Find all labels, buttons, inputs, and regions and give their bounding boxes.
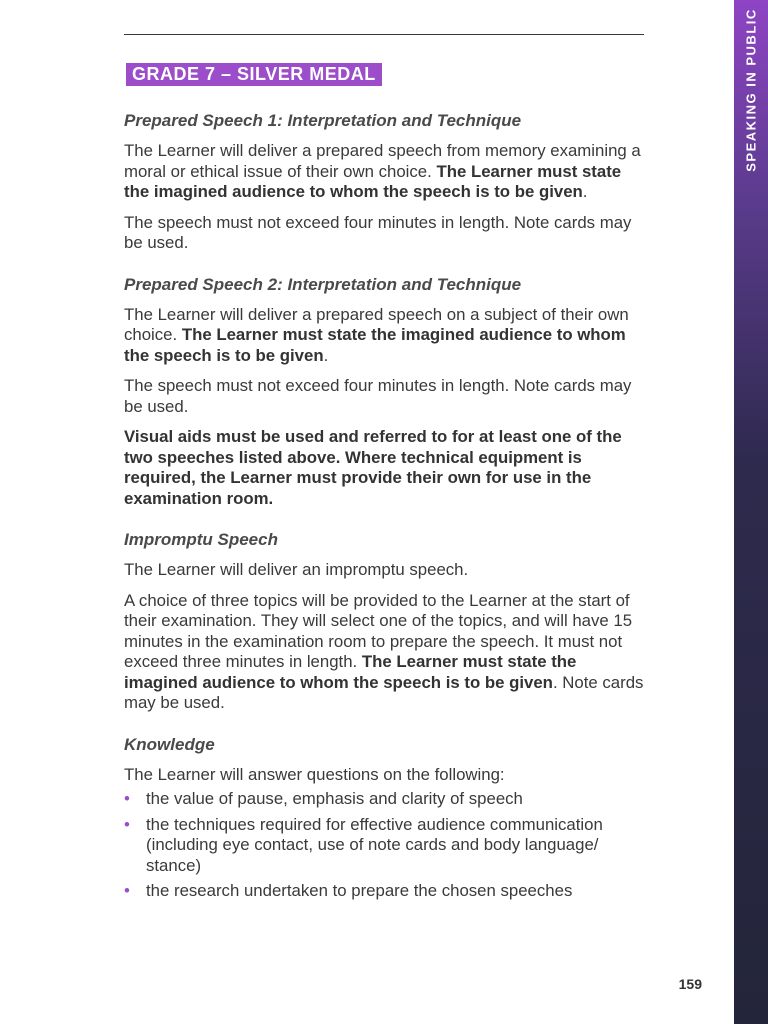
paragraph-text-end: . (582, 182, 588, 201)
paragraph-bold-text: The Learner must state the imagined audience to whom the speech is to be given (124, 325, 626, 365)
paragraph (124, 141, 646, 203)
content-area (124, 110, 646, 907)
section-heading: Prepared Speech 2: Interpretation and Technique (124, 274, 522, 294)
knowledge-list (124, 789, 646, 902)
paragraph-text-end: . (323, 345, 329, 365)
list-item-text: the research undertaken to prepare the chosen speeches (146, 881, 573, 900)
list-item-text: the techniques required for effective audience communication (including eye contact, use of note cards and body language/ stance) (146, 814, 603, 875)
page-number: 159 (678, 976, 702, 992)
list-item-text: the value of pause, emphasis and clarity of speech (146, 789, 523, 808)
paragraph-bold-text: The Learner must state the imagined audience to whom the speech is to be given (124, 161, 622, 201)
paragraph: The Learner will deliver an impromptu speech. (124, 560, 469, 579)
paragraph-text: The Learner will deliver a prepared speech from memory examining a moral or ethical issue of their own choice. (124, 141, 641, 181)
bullet-icon: • (124, 881, 130, 900)
section-knowledge (124, 734, 646, 902)
visual-aids-note (124, 427, 646, 509)
side-tab-label: SPEAKING IN PUBLIC (743, 8, 759, 172)
bullet-icon: • (124, 814, 130, 834)
paragraph: The speech must not exceed four minutes in length. Note cards may be used. (124, 212, 632, 252)
paragraph: The speech must not exceed four minutes in length. Note cards may be used. (124, 376, 632, 416)
paragraph-bold-text: Visual aids must be used and referred to for at least one of the two speeches listed above. Where technical equipment is required, the Learner must provide their own for use in the examination room. (124, 427, 622, 508)
paragraph (124, 305, 646, 367)
grade-title: GRADE 7 – SILVER MEDAL (126, 63, 382, 86)
list-item (124, 881, 646, 902)
paragraph-text: The Learner will deliver a prepared speech on a subject of their own choice. (124, 304, 629, 344)
paragraph-bold-text: The Learner must state the imagined audience to whom the speech is to be given (124, 652, 577, 692)
paragraph-text: A choice of three topics will be provided to the Learner at the start of their examination. They will select one of the topics, and will have 15 minutes in the examination room to prepare the speech. It must not exceed three minutes in length. (124, 590, 633, 671)
section-impromptu-speech (124, 529, 646, 714)
section-heading: Impromptu Speech (124, 530, 278, 549)
section-heading: Knowledge (124, 734, 215, 754)
section-prepared-speech-2 (124, 274, 646, 510)
side-tab (734, 0, 768, 1024)
bullet-icon: • (124, 789, 130, 808)
list-item (124, 789, 646, 810)
paragraph (124, 591, 646, 714)
paragraph-text-end: . Note cards may be used. (124, 672, 644, 712)
list-item (124, 815, 646, 877)
paragraph: The Learner will answer questions on the following: (124, 764, 505, 784)
section-heading: Prepared Speech 1: Interpretation and Technique (124, 111, 522, 130)
top-divider (124, 34, 644, 35)
section-prepared-speech-1 (124, 110, 646, 254)
